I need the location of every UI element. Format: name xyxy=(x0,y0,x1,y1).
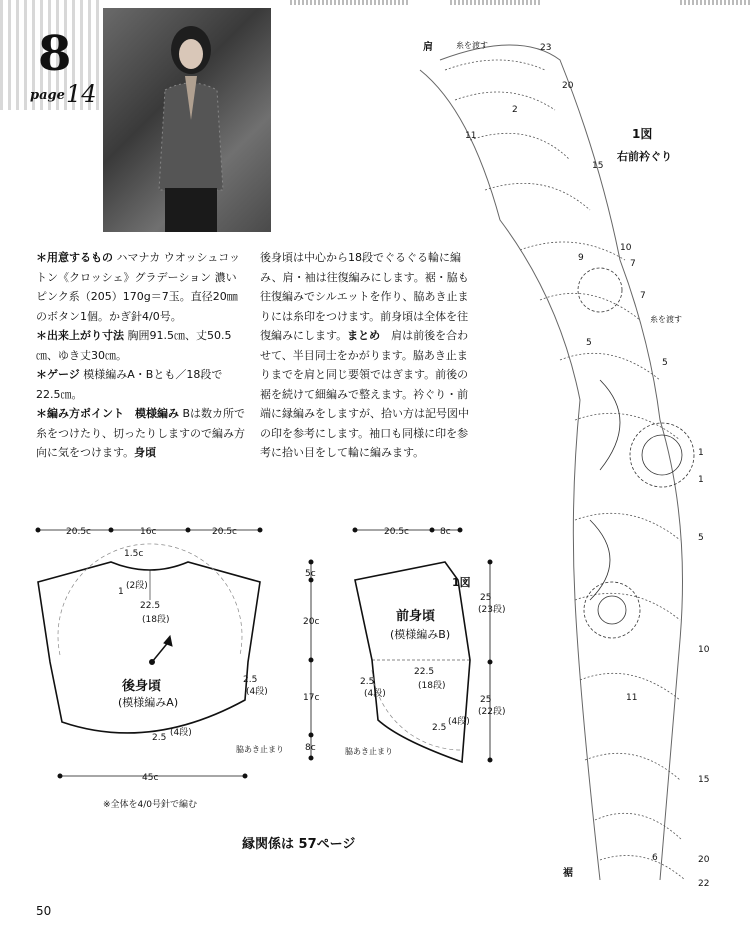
pattern-number: 8 xyxy=(38,26,72,82)
back-v-top: 5c xyxy=(305,569,316,579)
front-dim-mid-rows: (18段) xyxy=(418,681,446,691)
gauge-body: 模様編みA・Bとも／18段で22.5㎝。 xyxy=(36,368,223,401)
chart-row-label: 20 xyxy=(698,855,710,865)
needle-note: ※全体を4/0号針で編む xyxy=(103,800,198,810)
chart-row-label: 7 xyxy=(640,291,646,301)
back-body-schematic xyxy=(36,528,313,778)
front-side-label: 脇あき止まり xyxy=(345,747,393,756)
back-dim-top-left: 20.5c xyxy=(66,527,91,537)
crochet-chart xyxy=(420,45,694,880)
front-dim-top-right: 8c xyxy=(440,527,451,537)
chart-row-label: 5 xyxy=(698,533,704,543)
back-dim-neck: 1.5c xyxy=(124,549,144,559)
chart-inner-label: 6 xyxy=(652,853,658,863)
back-v-mid1: 20c xyxy=(303,617,320,627)
back-dim-bottom: 45c xyxy=(142,773,159,783)
chart-row-label: 23 xyxy=(540,43,552,53)
materials-body: ハマナカ ウオッシュコットン《クロッシェ》グラデーション 濃いピンク系（205）170g＝7玉。直径20㎜のボタン1個。かぎ針4/0号。 xyxy=(36,251,241,323)
chart-hem-label: 裾 xyxy=(563,868,573,879)
front-body-subtitle: (模様編みB) xyxy=(390,628,451,641)
size-heading: ＊出来上がり寸法 xyxy=(36,329,124,342)
back-body-title: 後身頃 xyxy=(122,679,162,694)
front-v-lower-rows: (22段) xyxy=(478,707,506,717)
chart-row-label: 1 xyxy=(698,448,704,458)
back-dim-hem-rows: (4段) xyxy=(170,728,192,738)
chart-row-label: 7 xyxy=(630,259,636,269)
chart-attach-label: 糸を渡す xyxy=(456,41,488,50)
chart-inner-label: 11 xyxy=(465,131,477,141)
chart-inner-label: 9 xyxy=(578,253,584,263)
chart-fig-label: 1図 xyxy=(632,127,653,141)
reference-text: 縁関係は 57ページ xyxy=(242,837,356,852)
front-dim-left: 2.5 xyxy=(360,677,375,687)
front-dim-hem-rows: (4段) xyxy=(448,717,470,727)
chart-row-label: 10 xyxy=(620,243,632,253)
chart-row-label: 20 xyxy=(562,81,574,91)
back-dim-neck-rows: 1 xyxy=(118,587,124,597)
points-body-tail: 身頃 xyxy=(134,446,157,459)
size-body: 胸囲91.5㎝、丈50.5㎝、ゆき丈30㎝。 xyxy=(36,329,232,362)
back-v-bot: 8c xyxy=(305,743,316,753)
page-number: 14 xyxy=(66,80,97,108)
back-dim-top-right: 20.5c xyxy=(212,527,237,537)
front-fig-label: 1図 xyxy=(452,576,471,589)
back-dim-neck-rows2: (2段) xyxy=(126,581,148,591)
finishing-heading: まとめ xyxy=(347,329,381,342)
chart-attach-label-2: 糸を渡す xyxy=(650,315,682,324)
front-dim-mid: 22.5 xyxy=(414,667,435,677)
back-v-mid2: 17c xyxy=(303,693,320,703)
front-v-lower: 25 xyxy=(480,695,492,705)
chart-row-label: 1 xyxy=(698,475,704,485)
chart-row-label: 10 xyxy=(698,645,710,655)
chart-row-label: 5 xyxy=(662,358,668,368)
instructions-para1: 後身頃は中心から18段でぐるぐる輪に編み、肩・袖は往復編みにします。裾・脇も往復編みでシルエットを作り、脇あき止まりには糸印をつけます。前身頃は全体を往復編みにします。 xyxy=(260,251,469,342)
front-dim-left-rows: (4段) xyxy=(364,689,386,699)
back-dim-radius-rows: (18段) xyxy=(142,615,170,625)
chart-caption: 右前衿ぐり xyxy=(617,150,672,163)
back-dim-side-rows: (4段) xyxy=(246,687,268,697)
gauge-heading: ＊ゲージ xyxy=(36,368,80,381)
points-heading: ＊編み方ポイント 模様編み xyxy=(36,407,179,420)
back-side-label: 脇あき止まり xyxy=(236,745,284,754)
chart-shoulder-label: 肩 xyxy=(423,42,433,53)
instructions-para2: 肩は前後を合わせて、半目同士をかがります。脇あき止まりまでを肩と同じ要領ではぎます。前後の裾を続けて細編みで整えます。衿ぐり・前端に縁編みをしますが、拾い方は記号図中の印を参考にします。袖口も同様に印を参考に拾い目をして輪に編みます。 xyxy=(260,329,469,459)
footer-page-number: 50 xyxy=(36,904,52,918)
materials-heading: ＊用意するもの xyxy=(36,251,113,264)
front-body-title: 前身頃 xyxy=(396,609,436,624)
front-v-upper: 25 xyxy=(480,593,492,603)
back-dim-hem: 2.5 xyxy=(152,733,167,743)
chart-row-label: 22 xyxy=(698,879,710,889)
front-body-schematic xyxy=(353,528,492,762)
front-dim-hem: 2.5 xyxy=(432,723,447,733)
back-dim-top-mid: 16c xyxy=(140,527,157,537)
front-v-upper-rows: (23段) xyxy=(478,605,506,615)
chart-inner-label: 5 xyxy=(586,338,592,348)
points-body: Bは数カ所で糸をつけたり、切ったりしますので編み方向に気をつけます。 xyxy=(36,407,246,459)
chart-inner-label: 2 xyxy=(512,105,518,115)
chart-row-label: 15 xyxy=(592,161,604,171)
back-dim-side: 2.5 xyxy=(243,675,258,685)
chart-inner-label: 11 xyxy=(626,693,638,703)
chart-row-label: 15 xyxy=(698,775,710,785)
back-dim-radius: 22.5 xyxy=(140,601,161,611)
page-label: page xyxy=(30,88,65,103)
back-body-subtitle: (模様編みA) xyxy=(118,696,179,709)
front-dim-top-left: 20.5c xyxy=(384,527,409,537)
